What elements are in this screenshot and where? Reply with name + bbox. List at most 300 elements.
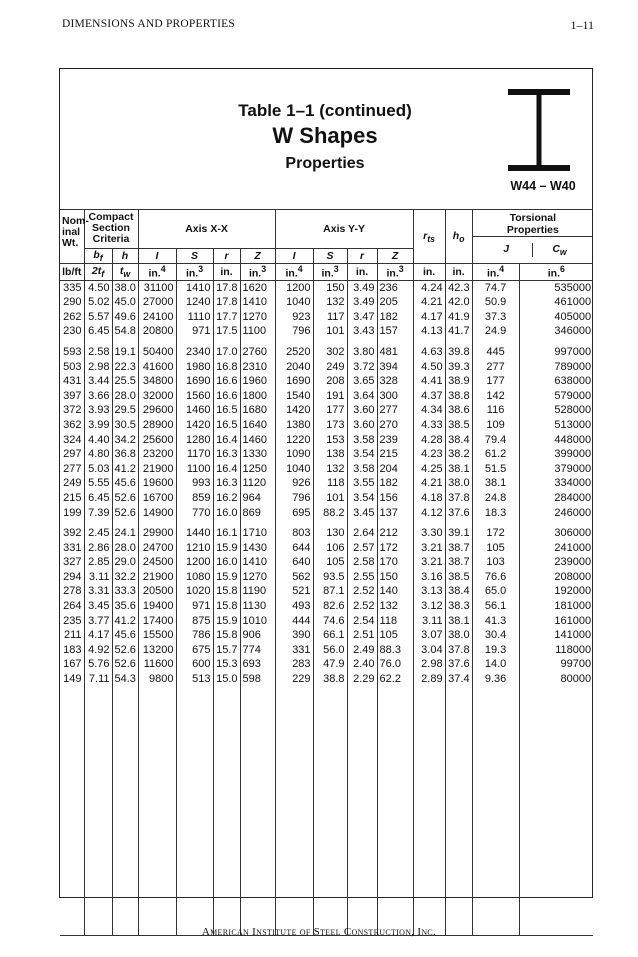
table-cell: 21900 [138, 570, 176, 585]
empty-row [60, 730, 593, 745]
table-cell: 6.45 [84, 324, 112, 339]
table-cell: 192000 [519, 584, 593, 599]
table-cell: 906 [240, 628, 275, 643]
table-row [60, 310, 593, 325]
table-cell: 562 [275, 570, 313, 585]
empty-row [60, 716, 593, 731]
table-cell: 3.49 [347, 280, 377, 295]
table-cell: 52.6 [112, 657, 138, 672]
table-cell: 1410 [176, 280, 213, 295]
table-cell: 38.4 [445, 433, 472, 448]
table-row [60, 526, 593, 541]
table-cell: 2520 [275, 345, 313, 360]
table-cell: 2.52 [347, 599, 377, 614]
table-cell: 448000 [519, 433, 593, 448]
nominal-weight-header-3: Wt. [62, 237, 79, 249]
axis-yy-header: Axis Y-Y [275, 210, 413, 249]
table-row [60, 506, 593, 521]
table-cell: 23200 [138, 447, 176, 462]
table-cell: 3.11 [413, 614, 445, 629]
table-cell: 105 [472, 541, 519, 556]
table-row [60, 555, 593, 570]
table-cell: 789000 [519, 360, 593, 375]
table-cell: 37.6 [445, 506, 472, 521]
table-cell: 4.23 [413, 447, 445, 462]
table-cell: 76.0 [377, 657, 413, 672]
table-cell: 38.5 [445, 570, 472, 585]
table-cell: 1800 [240, 389, 275, 404]
empty-row [60, 789, 593, 804]
table-cell: 199 [63, 506, 82, 519]
table-cell: 14900 [138, 506, 176, 521]
table-cell: 3.45 [84, 599, 112, 614]
unit-j: in.$^4$ [472, 264, 519, 281]
table-cell: 236 [377, 280, 413, 295]
table-cell: 34.2 [112, 433, 138, 448]
table-cell: 1010 [240, 614, 275, 629]
table-cell: 2.51 [347, 628, 377, 643]
table-cell: 5.02 [84, 295, 112, 310]
table-cell: 392 [63, 527, 82, 540]
table-cell: 29.0 [112, 555, 138, 570]
table-cell: 869 [240, 506, 275, 521]
page-number: 1–11 [570, 18, 594, 32]
table-cell: 964 [240, 491, 275, 506]
table-cell: 302 [313, 345, 347, 360]
table-cell: 283 [275, 657, 313, 672]
table-cell: 297 [63, 448, 82, 461]
table-cell: 3.21 [413, 541, 445, 556]
torsional-header-1: Torsional [509, 212, 557, 224]
table-cell: 2.58 [347, 555, 377, 570]
table-cell: 300 [377, 389, 413, 404]
table-cell: 76.6 [472, 570, 519, 585]
table-cell: 105 [377, 628, 413, 643]
table-cell: 5.57 [84, 310, 112, 325]
table-cell: 118 [377, 614, 413, 629]
table-cell: 16.3 [213, 447, 240, 462]
table-cell: 101 [313, 324, 347, 339]
table-cell: 1040 [275, 295, 313, 310]
table-cell: 277 [377, 403, 413, 418]
table-cell: 42.0 [445, 295, 472, 310]
table-cell: 1420 [275, 403, 313, 418]
table-cell: 4.40 [84, 433, 112, 448]
table-cell: 17.8 [213, 295, 240, 310]
table-cell: 103 [472, 555, 519, 570]
table-cell: 3.30 [413, 526, 445, 541]
table-cell: 379000 [519, 462, 593, 477]
table-cell: 153 [313, 433, 347, 448]
table-cell: 431 [63, 375, 82, 388]
table-cell: 579000 [519, 389, 593, 404]
table-cell: 177 [313, 403, 347, 418]
table-cell: 19.1 [112, 345, 138, 360]
table-cell: 61.2 [472, 447, 519, 462]
table-cell: 87.1 [313, 584, 347, 599]
table-cell: 3.65 [347, 374, 377, 389]
table-cell: 1710 [240, 526, 275, 541]
table-cell: 1460 [176, 403, 213, 418]
table-cell: 5.55 [84, 476, 112, 491]
table-cell: 32.2 [112, 570, 138, 585]
table-cell: 4.24 [413, 280, 445, 295]
table-cell: 99700 [519, 657, 593, 672]
table-cell: 51.5 [472, 462, 519, 477]
table-cell: 600 [176, 657, 213, 672]
table-cell: 38.0 [445, 476, 472, 491]
table-cell: 644 [275, 541, 313, 556]
table-cell: 1410 [240, 295, 275, 310]
compact-header-3: Criteria [92, 233, 130, 245]
rts-header: $r_{ts}$ [413, 210, 445, 264]
table-cell: 24.9 [472, 324, 519, 339]
table-cell: 3.60 [347, 418, 377, 433]
table-row [60, 433, 593, 448]
unit-sx: in.$^3$ [176, 264, 213, 281]
table-cell: 167 [63, 658, 82, 671]
table-cell: 246000 [519, 506, 593, 521]
table-cell: 327 [63, 556, 82, 569]
table-cell: 49.6 [112, 310, 138, 325]
table-cell: 2.64 [347, 526, 377, 541]
table-cell: 24.1 [112, 526, 138, 541]
table-cell: 66.1 [313, 628, 347, 643]
table-cell: 21900 [138, 462, 176, 477]
table-cell: 4.41 [413, 374, 445, 389]
table-cell: 16.5 [213, 403, 240, 418]
table-cell: 137 [377, 506, 413, 521]
table-row [60, 643, 593, 658]
table-row [60, 295, 593, 310]
table-cell: 493 [275, 599, 313, 614]
cw-header: $C_w$ [532, 243, 585, 257]
table-cell: 15.0 [213, 672, 240, 687]
table-cell: 38.0 [112, 280, 138, 295]
table-cell: 156 [377, 491, 413, 506]
table-cell: 4.33 [413, 418, 445, 433]
table-cell: 38.3 [445, 599, 472, 614]
compact-header-2: Section [92, 222, 130, 234]
table-cell: 38.4 [445, 584, 472, 599]
table-cell: 331 [63, 541, 82, 554]
table-cell: 205 [377, 295, 413, 310]
table-row [60, 324, 593, 339]
table-cell: 41.7 [445, 324, 472, 339]
table-cell: 106 [313, 541, 347, 556]
table-cell: 2.40 [347, 657, 377, 672]
table-row [60, 570, 593, 585]
table-cell: 444 [275, 614, 313, 629]
table-cell: 34800 [138, 374, 176, 389]
table-cell: 774 [240, 643, 275, 658]
table-cell: 38.1 [472, 476, 519, 491]
table-cell: 37.4 [445, 672, 472, 687]
rx-header: r [213, 249, 240, 264]
i-beam-icon [508, 89, 570, 171]
table-cell: 405000 [519, 310, 593, 325]
table-cell: 16.6 [213, 374, 240, 389]
table-cell: 4.25 [413, 462, 445, 477]
table-cell: 28.0 [112, 541, 138, 556]
table-cell: 3.93 [84, 403, 112, 418]
table-cell: 3.47 [347, 310, 377, 325]
table-cell: 38.8 [313, 672, 347, 687]
table-cell: 9.36 [472, 672, 519, 687]
table-row [60, 447, 593, 462]
unit-bf: $2t_f$ [84, 264, 112, 281]
table-cell: 17400 [138, 614, 176, 629]
table-cell: 35.6 [112, 599, 138, 614]
table-cell: 1380 [275, 418, 313, 433]
table-cell: 88.3 [377, 643, 413, 658]
table-cell: 1110 [176, 310, 213, 325]
table-cell: 138 [313, 447, 347, 462]
table-cell: 923 [275, 310, 313, 325]
nominal-weight-header-1: Nom- [62, 215, 89, 227]
table-cell: 3.64 [347, 389, 377, 404]
table-cell: 693 [240, 657, 275, 672]
table-cell: 25600 [138, 433, 176, 448]
table-header [60, 210, 593, 281]
table-cell: 1270 [240, 310, 275, 325]
table-cell: 4.50 [413, 360, 445, 375]
table-cell: 181000 [519, 599, 593, 614]
table-frame [59, 68, 593, 898]
table-cell: 328 [377, 374, 413, 389]
table-cell: 1240 [176, 295, 213, 310]
table-cell: 1250 [240, 462, 275, 477]
table-cell: 15500 [138, 628, 176, 643]
table-cell: 41.2 [112, 614, 138, 629]
table-cell: 4.50 [84, 280, 112, 295]
table-cell: 4.21 [413, 295, 445, 310]
table-cell: 294 [63, 570, 82, 583]
table-cell: 3.49 [347, 295, 377, 310]
table-cell: 105 [313, 555, 347, 570]
table-cell: 1960 [240, 374, 275, 389]
table-cell: 1420 [176, 418, 213, 433]
table-cell: 1560 [176, 389, 213, 404]
table-cell: 3.04 [413, 643, 445, 658]
table-cell: 2.58 [84, 345, 112, 360]
table-row [60, 628, 593, 643]
table-cell: 30.5 [112, 418, 138, 433]
table-cell: 16.8 [213, 360, 240, 375]
ry-header: r [347, 249, 377, 264]
table-cell: 101 [313, 491, 347, 506]
table-cell: 3.54 [347, 491, 377, 506]
iy-header: I [275, 249, 313, 264]
table-cell: 15.9 [213, 541, 240, 556]
table-cell: 249 [63, 477, 82, 490]
table-row [60, 599, 593, 614]
table-cell: 1430 [240, 541, 275, 556]
table-cell: 997000 [519, 345, 593, 360]
table-cell: 786 [176, 628, 213, 643]
empty-row [60, 701, 593, 716]
table-cell: 3.11 [84, 570, 112, 585]
table-cell: 3.44 [84, 374, 112, 389]
empty-row [60, 833, 593, 848]
table-cell: 19600 [138, 476, 176, 491]
table-cell: 172 [377, 541, 413, 556]
table-cell: 56.0 [313, 643, 347, 658]
table-cell: 803 [275, 526, 313, 541]
table-cell: 4.63 [413, 345, 445, 360]
table-cell: 24.8 [472, 491, 519, 506]
table-cell: 331 [275, 643, 313, 658]
torsional-header-2: Properties [506, 224, 559, 236]
table-cell: 16.0 [213, 555, 240, 570]
table-cell: 593 [63, 345, 82, 358]
table-cell: 45.6 [112, 628, 138, 643]
table-cell: 16.3 [213, 476, 240, 491]
table-cell: 4.18 [413, 491, 445, 506]
table-cell: 45.0 [112, 295, 138, 310]
table-cell: 4.12 [413, 506, 445, 521]
table-cell: 16.4 [213, 433, 240, 448]
table-title: W Shapes [272, 123, 378, 148]
table-cell: 362 [63, 418, 82, 431]
table-cell: 2.49 [347, 643, 377, 658]
empty-row [60, 906, 593, 921]
table-cell: 37.6 [445, 657, 472, 672]
table-cell: 638000 [519, 374, 593, 389]
table-cell: 346000 [519, 324, 593, 339]
table-cell: 211 [63, 629, 82, 642]
table-cell: 25.5 [112, 374, 138, 389]
table-cell: 875 [176, 614, 213, 629]
table-cell: 93.5 [313, 570, 347, 585]
ix-header: I [138, 249, 176, 264]
table-cell: 38.6 [445, 403, 472, 418]
table-row [60, 403, 593, 418]
table-cell: 7.11 [84, 672, 112, 687]
table-cell: 37.3 [472, 310, 519, 325]
table-cell: 993 [176, 476, 213, 491]
table-cell: 41.3 [472, 614, 519, 629]
table-cell: 3.31 [84, 584, 112, 599]
table-cell: 173 [313, 418, 347, 433]
table-cell: 54.8 [112, 324, 138, 339]
table-cell: 6.45 [84, 491, 112, 506]
table-cell: 2.98 [84, 360, 112, 375]
table-cell: 31100 [138, 280, 176, 295]
table-cell: 334000 [519, 476, 593, 491]
axis-xx-header: Axis X-X [138, 210, 275, 249]
table-cell: 1090 [275, 447, 313, 462]
table-cell: 3.77 [84, 614, 112, 629]
table-cell: 4.37 [413, 389, 445, 404]
table-cell: 1040 [275, 462, 313, 477]
table-cell: 1410 [240, 555, 275, 570]
table-cell: 182 [377, 476, 413, 491]
table-cell: 39.1 [445, 526, 472, 541]
table-cell: 15.9 [213, 614, 240, 629]
table-cell: 1440 [176, 526, 213, 541]
table-cell: 39.3 [445, 360, 472, 375]
table-row [60, 345, 593, 360]
table-cell: 212 [377, 526, 413, 541]
unit-ix: in.$^4$ [138, 264, 176, 281]
table-cell: 1270 [240, 570, 275, 585]
table-cell: 2310 [240, 360, 275, 375]
empty-row [60, 847, 593, 862]
table-cell: 278 [63, 585, 82, 598]
table-cell: 3.07 [413, 628, 445, 643]
table-cell: 229 [275, 672, 313, 687]
table-cell: 4.17 [413, 310, 445, 325]
table-cell: 3.54 [347, 447, 377, 462]
table-cell: 38.1 [445, 462, 472, 477]
table-cell: 39.8 [445, 345, 472, 360]
table-cell: 56.1 [472, 599, 519, 614]
compact-header-1: Compact [88, 211, 134, 223]
table-cell: 1540 [275, 389, 313, 404]
table-row [60, 462, 593, 477]
table-cell: 3.21 [413, 555, 445, 570]
table-cell: 235 [63, 614, 82, 627]
table-cell: 19.3 [472, 643, 519, 658]
table-cell: 241000 [519, 541, 593, 556]
table-cell: 2.86 [84, 541, 112, 556]
table-cell: 37.8 [445, 643, 472, 658]
table-cell: 3.66 [84, 389, 112, 404]
zx-header: Z [240, 249, 275, 264]
table-cell: 170 [377, 555, 413, 570]
table-cell: 141000 [519, 628, 593, 643]
table-cell: 29600 [138, 403, 176, 418]
table-cell: 695 [275, 506, 313, 521]
table-cell: 4.34 [413, 403, 445, 418]
table-cell: 230 [63, 325, 82, 338]
table-cell: 42.3 [445, 280, 472, 295]
table-cell: 796 [275, 324, 313, 339]
table-number: Table 1–1 (continued) [238, 101, 412, 120]
table-cell: 15.7 [213, 643, 240, 658]
table-cell: 535000 [519, 280, 593, 295]
unit-zy: in.$^3$ [377, 264, 413, 281]
empty-row [60, 803, 593, 818]
table-cell: 796 [275, 491, 313, 506]
table-cell: 182 [377, 310, 413, 325]
sy-header: S [313, 249, 347, 264]
table-cell: 2340 [176, 345, 213, 360]
table-cell: 770 [176, 506, 213, 521]
table-cell: 29900 [138, 526, 176, 541]
empty-row [60, 745, 593, 760]
table-cell: 191 [313, 389, 347, 404]
table-cell: 37.8 [445, 491, 472, 506]
table-cell: 116 [472, 403, 519, 418]
table-cell: 157 [377, 324, 413, 339]
table-cell: 2.89 [413, 672, 445, 687]
table-cell: 372 [63, 404, 82, 417]
table-cell: 2.85 [84, 555, 112, 570]
table-cell: 20500 [138, 584, 176, 599]
table-cell: 30.4 [472, 628, 519, 643]
unit-wt: lb/ft [60, 264, 84, 281]
table-cell: 109 [472, 418, 519, 433]
table-cell: 16.6 [213, 389, 240, 404]
table-row [60, 672, 593, 687]
table-cell: 28900 [138, 418, 176, 433]
table-cell: 513000 [519, 418, 593, 433]
table-cell: 17.5 [213, 324, 240, 339]
h-header: h [112, 249, 138, 264]
table-cell: 521 [275, 584, 313, 599]
